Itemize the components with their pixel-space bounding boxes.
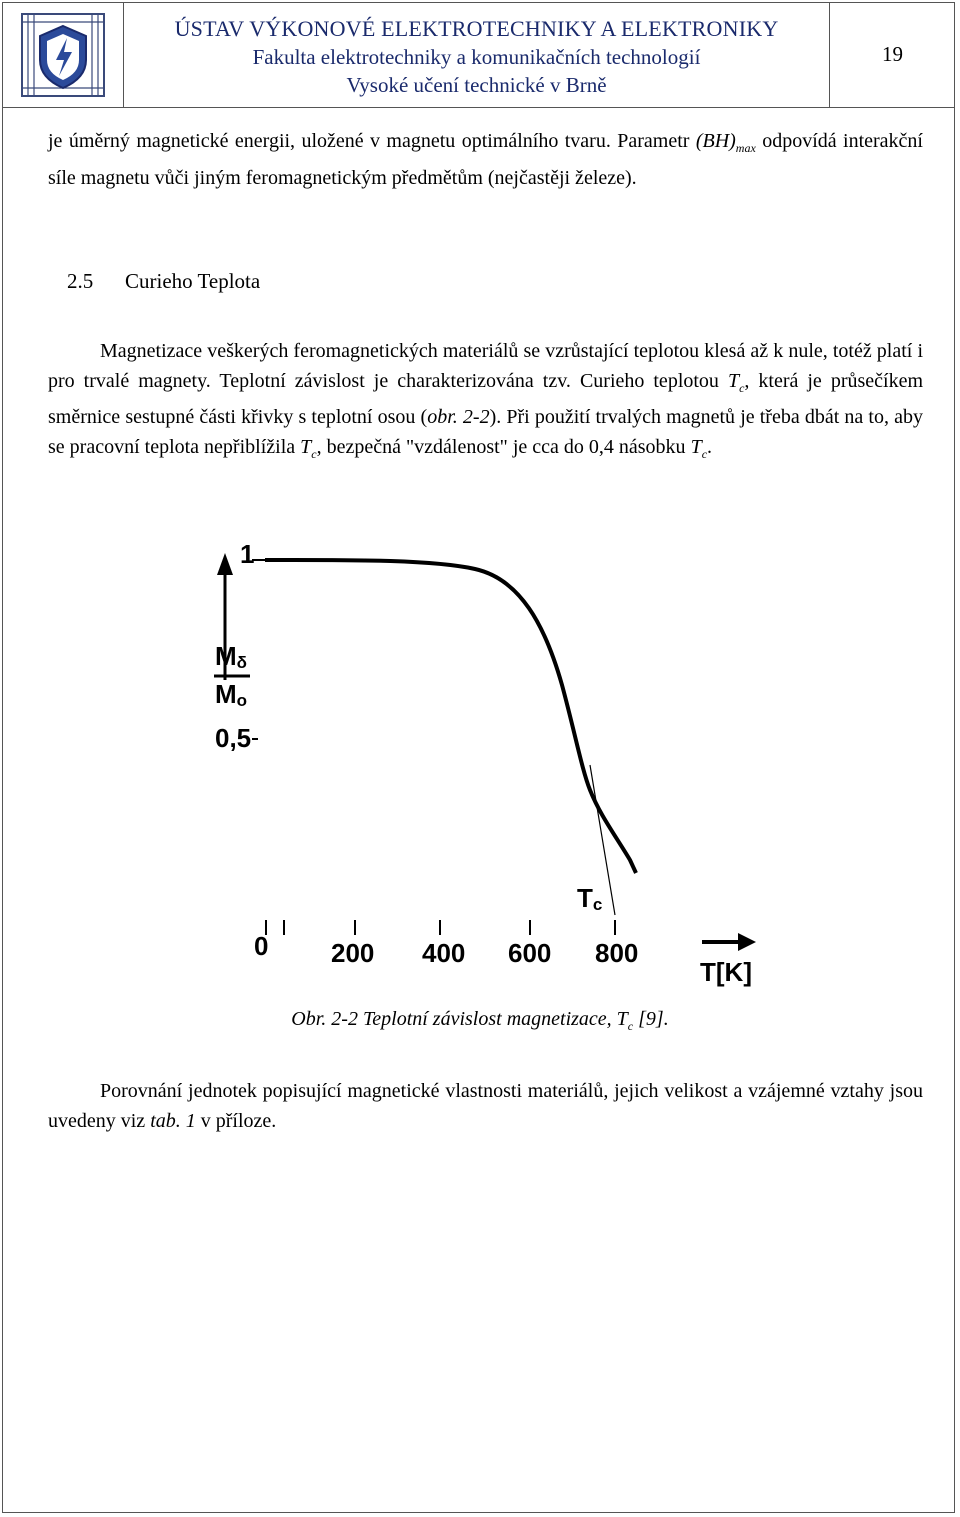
tc-subscript: c	[739, 380, 745, 395]
paragraph-text: , bezpečná "vzdálenost" je cca do 0,4 násobku	[316, 435, 691, 458]
section-title: Curieho Teplota	[125, 269, 261, 293]
x-tick-400: 400	[422, 938, 466, 968]
y-label-denominator: Mo	[215, 679, 248, 710]
university-name: Vysoké učení technické v Brně	[346, 73, 607, 97]
caption-text: Obr. 2-2 Teplotní závislost magnetizace,	[291, 1008, 617, 1030]
faculty-name: Fakulta elektrotechniky a komunikačních technologií	[252, 45, 701, 69]
tc-subscript: c	[701, 446, 708, 461]
tc-subscript: c	[311, 446, 317, 461]
paragraph-text: Magnetizace veškerých feromagnetických materiálů se vzrůstající teplotou klesá až k nule, totéž platí i pro trvalé magnety. Teplotní závislost je charakterizována tzv. Curieho teplotou	[48, 340, 923, 392]
header-title-block	[124, 2, 830, 107]
x-axis-label: T[K]	[700, 957, 752, 987]
magnetization-curve	[265, 560, 636, 873]
x-tick-800: 800	[595, 938, 639, 968]
x-origin-label: 0	[254, 931, 269, 961]
university-logo-icon	[20, 12, 106, 98]
x-axis-arrow-head	[738, 933, 756, 951]
tc-label: Tc	[577, 883, 603, 914]
tangent-line	[590, 765, 615, 915]
caption-tc-symbol: T	[616, 1008, 628, 1030]
paragraph-text: ). Při použití trvalých magnetů je třeba dbát na to, aby se pracovní teplota nepřiblížila	[48, 406, 924, 458]
section-number: 2.5	[67, 269, 94, 293]
paragraph-text: v příloze.	[195, 1109, 277, 1132]
caption-reference: [9].	[633, 1008, 669, 1030]
magnetization-figure	[190, 515, 780, 995]
paragraph-text: , která je průsečíkem směrnice sestupné části křivky s teplotní osou (	[48, 369, 924, 428]
bh-subscript: max	[735, 141, 756, 155]
paragraph-energy	[48, 127, 923, 193]
tc-symbol: T	[727, 369, 740, 392]
bh-symbol: (BH)	[695, 130, 736, 152]
y-label-numerator: Mδ	[215, 641, 247, 672]
figure-reference: obr. 2-2	[427, 406, 490, 428]
caption-tc-subscript: c	[627, 1019, 634, 1033]
x-tick-marks	[266, 920, 615, 935]
paragraph-curie	[48, 337, 923, 469]
y-axis-arrow-head	[217, 553, 233, 575]
paragraph-text: je úměrný magnetické energii, uložené v magnetu optimálního tvaru. Parametr	[48, 130, 696, 152]
paragraph-units	[48, 1077, 923, 1136]
page-header	[2, 2, 955, 108]
paragraph-text: Porovnání jednotek popisující magnetické vlastnosti materiálů, jejich velikost a vzájemné vztahy jsou uvedeny viz	[48, 1080, 923, 1132]
section-heading	[67, 269, 260, 294]
x-tick-200: 200	[331, 938, 375, 968]
x-tick-600: 600	[508, 938, 552, 968]
tc-symbol: T	[690, 435, 702, 458]
figure-caption	[0, 1008, 960, 1034]
magnetization-curve-diagram	[190, 515, 780, 995]
page-number: 19	[882, 42, 903, 66]
table-reference: tab. 1	[150, 1109, 196, 1132]
logo-cell	[2, 2, 124, 107]
institute-name: ÚSTAV VÝKONOVÉ ELEKTROTECHNIKY A ELEKTRONIKY	[174, 16, 779, 41]
y-tick-top: 1	[240, 539, 255, 569]
paragraph-text: odpovídá interakční síle magnetu vůči jiným feromagnetickým předmětům (nejčastěji železe).	[48, 130, 923, 189]
paragraph-text: .	[707, 435, 713, 458]
y-tick-half: 0,5	[215, 723, 252, 753]
tc-symbol: T	[300, 435, 312, 458]
